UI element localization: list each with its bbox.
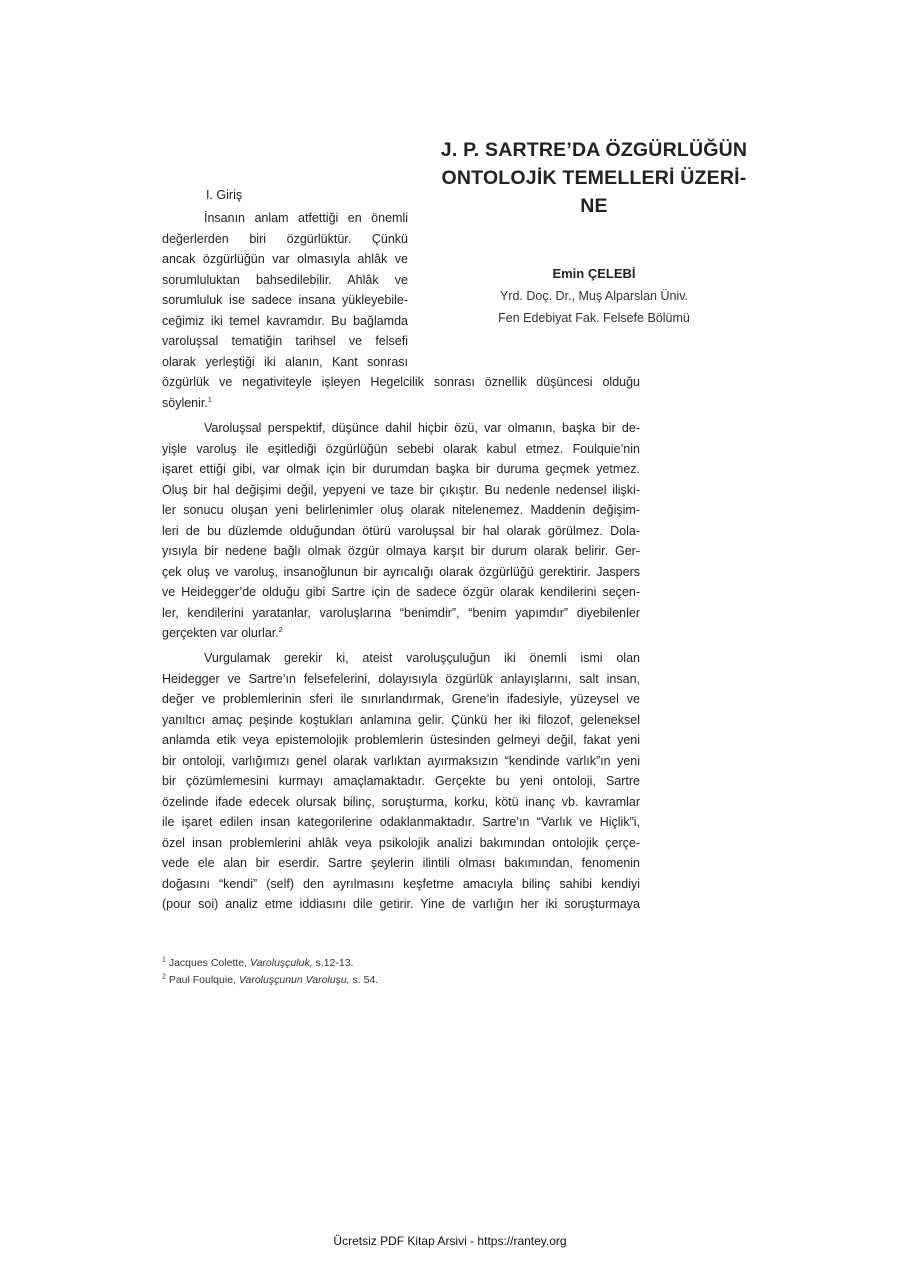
paragraph-2 — [162, 418, 640, 644]
section-heading: I. Giriş — [206, 188, 243, 202]
article-title — [410, 136, 778, 220]
text-line: bir ontoloji, varlığımızı genel olarak varlıktan ayırmaksızın “kendinde varlık”ın yeni — [162, 753, 640, 768]
text-line: özel insan problemlerini ahlâk veya psikolojik analizi bakımından ontolojik çerçe- — [162, 835, 640, 850]
text-line — [162, 393, 640, 414]
text-line: işaret ettiği gibi, var olmak için bir durumdan başka bir duruma geçmek yetmez. — [162, 462, 640, 476]
text-line — [162, 623, 640, 644]
title-line: NE — [580, 195, 608, 217]
text-line: ceğimiz iki temel kavramdır. Bu bağlamda — [162, 313, 408, 328]
text-line: değerlerden biri özgürlüktür. Çünkü — [162, 231, 408, 246]
text-line: Vurgulamak gerekir ki, ateist varoluşçuluğun iki önemli ismi olan — [204, 651, 640, 665]
text-line: bir çözümlemesini kurmayı amaçlamaktadır. Gerçekte bu yeni ontoloji, Sartre — [162, 774, 640, 788]
footnote-ref[interactable]: 2 — [278, 626, 283, 634]
article-header — [410, 136, 778, 220]
footnote-ref[interactable]: 1 — [207, 396, 212, 404]
text-line: özelinde ifade edecek olursak bilinç, soruşturma, korku, kötü inanç vb. kavramlar — [162, 794, 640, 809]
text-line: Heidegger ve Sartre’ın felsefelerini, dolayısıyla özgürlük anlayışlarını, salt insan, — [162, 671, 640, 686]
text-line: ve Heidegger’de olduğu gibi Sartre için de sadece özgür olarak kendilerini seçen- — [162, 585, 640, 599]
text-line: (pour soi) analiz etme iddiasını dile getirir. Yine de varlığın her iki soruşturmaya — [162, 897, 640, 911]
footnote-work: Varoluşçuluk, — [249, 957, 313, 969]
text-line: anlamda etik veya epistemolojik problemlerin üstesinden gelmeyi değil, fakat yeni — [162, 733, 640, 747]
text-line: değer ve problemlerinin sferi ile sınırlandırmak, Grene’in ifadesiyle, yüzeysel ve — [162, 692, 640, 706]
footnote-number: 1 — [162, 956, 166, 964]
text-line: varoluşsal tematiğin tarihsel ve felsefi — [162, 334, 408, 348]
text-line: ancak özgürlüğün var olmasıyla ahlâk ve — [162, 252, 408, 266]
footnote-work: Varoluşçunun Varoluşu, — [238, 974, 350, 986]
text-line: olarak yerleştiği iki alanın, Kant sonrası — [162, 354, 408, 369]
footnotes — [162, 955, 642, 989]
author-affiliation-line: Fen Edebiyat Fak. Felsefe Bölümü — [498, 311, 690, 325]
text-line: özgürlük ve negativiteyle işleyen Hegelcilik sonrası öznellik düşüncesi olduğu — [162, 375, 640, 389]
text-line: yanıltıcı amaç peşinde koştukları anlamına gelir. Çünkü her iki filozof, geleneksel — [162, 712, 640, 727]
author-affiliation-line: Yrd. Doç. Dr., Muş Alparslan Üniv. — [499, 289, 689, 303]
text-line: yısıyla bir nedene bağlı olmak özgür olmaya karşıt bir durum olarak belirir. Ger- — [162, 544, 640, 558]
paragraph-3 — [162, 648, 640, 915]
title-line: ONTOLOJİK TEMELLERİ ÜZERİ- — [441, 167, 747, 189]
title-line: J. P. SARTRE’DA ÖZGÜRLÜĞÜN — [440, 139, 748, 161]
footnote-pages: s.12-13. — [312, 957, 354, 969]
text-line: çek oluş ve varoluş, insanoğlunun bir ayrıcalığı olarak özgürlüğü gerektirir. Jaspers — [162, 564, 640, 579]
footnote-pages: s. 54. — [349, 974, 379, 986]
footnote-author: Jacques Colette, — [168, 957, 248, 969]
text-line: ler, kendilerini yaratanlar, varoluşlarına “benimdir”, “benim yapımdır” diyebilenler — [162, 605, 640, 620]
text-line: vede ele alan bir eserdir. Sartre şeylerin ilintili olması bakımından, fenomenin — [162, 856, 640, 870]
text-line-content: söylenir. — [162, 395, 208, 410]
footnote-author: Paul Foulquie, — [168, 974, 236, 986]
footnote-item — [162, 972, 642, 989]
text-line: yişle varoluş ile eşitlediği özgürlüğün sebebi olarak kabul etmez. Foulquie’nin — [162, 441, 640, 456]
text-line-content: gerçekten var olurlar. — [162, 626, 279, 640]
paragraph-1-left-column — [162, 208, 408, 372]
text-line: Oluş bir hal değişimi değil, yepyeni ve taze bir çıkıştır. Bu nedenle nedensel ilişki- — [162, 482, 640, 497]
footnote-number: 2 — [162, 973, 166, 981]
text-line: ile işaret edilen insan kategorilerine odaklanmaktadır. Sartre’ın “Varlık ve Hiçlik”i, — [162, 815, 640, 829]
footnote-item — [162, 955, 642, 972]
text-line: Varoluşsal perspektif, düşünce dahil hiçbir özü, var olmanın, başka bir de- — [204, 421, 640, 435]
text-line: İnsanın anlam atfettiği en önemli — [204, 211, 408, 225]
text-line: leri de bu düzlemde olduğundan ötürü varoluşsal bir hal olarak görülmez. Dola- — [162, 523, 640, 538]
text-line: ler sonucu oluşan yeni belirlenimler oluş olarak nitelenemez. Maddenin değişim- — [162, 503, 640, 517]
text-line: doğasını “kendi” (self) den ayrılmasını keşfetme amacıyla bilinç sahibi kendiyi — [162, 876, 640, 891]
author-block — [441, 263, 747, 329]
text-line: sorumluluktan bahsedilebilir. Ahlâk ve — [162, 272, 408, 287]
site-footer: Ücretsiz PDF Kitap Arsivi - https://rantey.org — [333, 1234, 567, 1248]
paragraph-1-full-width — [162, 372, 640, 413]
text-line: sorumluluk ise sadece insana yükleyebile- — [162, 293, 408, 307]
author-name: Emin ÇELEBİ — [552, 266, 636, 281]
